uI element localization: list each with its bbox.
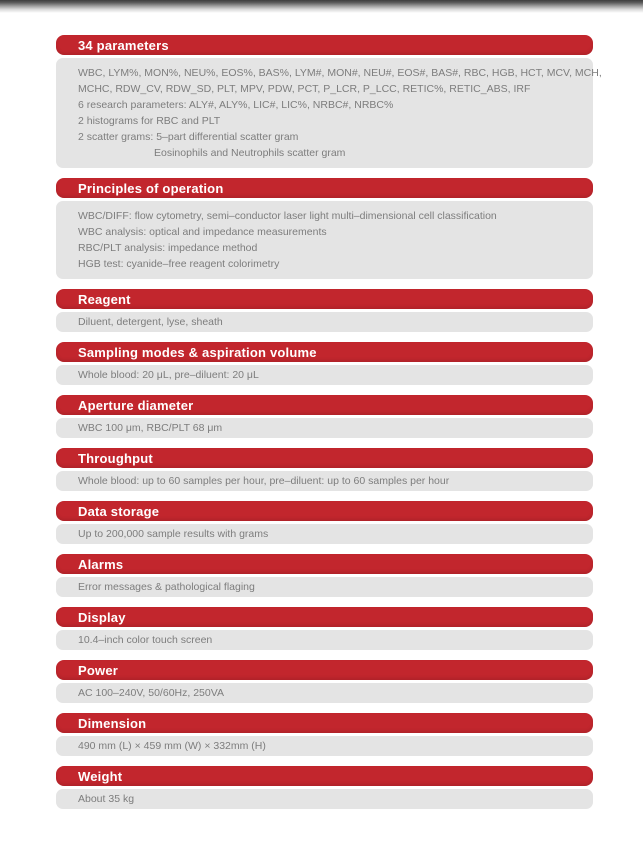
section-header [56, 607, 593, 627]
section-title: Reagent [78, 291, 131, 307]
section-parameters [56, 35, 602, 168]
spec-sheet [56, 35, 602, 809]
section-body [56, 683, 593, 703]
section-title: Throughput [78, 450, 153, 466]
section-display [56, 607, 593, 650]
spec-line: 6 research parameters: ALY#, ALY%, LIC#, LIC%, NRBC#, NRBC% [78, 99, 394, 111]
spec-line: 490 mm (L) × 459 mm (W) × 332mm (H) [78, 740, 266, 752]
section-title: Alarms [78, 556, 124, 572]
section-title: Aperture diameter [78, 397, 194, 413]
section-weight [56, 766, 593, 809]
section-body [56, 630, 593, 650]
spec-line: Error messages & pathological flaging [78, 581, 255, 593]
section-body [56, 201, 593, 279]
section-body [56, 577, 593, 597]
section-title: 34 parameters [78, 37, 169, 53]
section-body [56, 471, 593, 491]
section-sampling-modes [56, 342, 593, 385]
spec-line: 2 scatter grams: 5–part differential scatter gram [78, 131, 299, 143]
section-header [56, 713, 593, 733]
section-principles-of-operation [56, 178, 593, 279]
section-data-storage [56, 501, 593, 544]
spec-line: 10.4–inch color touch screen [78, 634, 213, 646]
spec-line: MCHC, RDW_CV, RDW_SD, PLT, MPV, PDW, PCT, P_LCR, P_LCC, RETIC%, RETIC_ABS, IRF [78, 83, 531, 95]
spec-line: AC 100–240V, 50/60Hz, 250VA [78, 687, 224, 699]
spec-line: Whole blood: up to 60 samples per hour, pre–diluent: up to 60 samples per hour [78, 475, 450, 487]
spec-line: RBC/PLT analysis: impedance method [78, 242, 258, 254]
spec-line: Whole blood: 20 μL, pre–diluent: 20 μL [78, 369, 259, 381]
section-dimension [56, 713, 593, 756]
section-title: Data storage [78, 503, 160, 519]
section-header [56, 289, 593, 309]
section-body [56, 524, 593, 544]
section-body [56, 789, 593, 809]
section-body [56, 312, 593, 332]
section-body [56, 58, 602, 168]
section-title: Sampling modes & aspiration volume [78, 344, 317, 360]
spec-line: WBC/DIFF: flow cytometry, semi–conductor laser light multi–dimensional cell classification [78, 210, 497, 222]
section-body [56, 418, 593, 438]
top-gradient-bar [0, 0, 643, 13]
section-header [56, 35, 593, 55]
section-reagent [56, 289, 593, 332]
section-body [56, 736, 593, 756]
spec-line: Diluent, detergent, lyse, sheath [78, 316, 223, 328]
spec-line: About 35 kg [78, 793, 135, 805]
section-title: Display [78, 609, 126, 625]
section-header [56, 342, 593, 362]
section-title: Power [78, 662, 119, 678]
section-alarms [56, 554, 593, 597]
section-header [56, 178, 593, 198]
section-title: Principles of operation [78, 180, 224, 196]
spec-line: WBC analysis: optical and impedance measurements [78, 226, 327, 238]
spec-line: WBC 100 μm, RBC/PLT 68 μm [78, 422, 223, 434]
spec-line: WBC, LYM%, MON%, NEU%, EOS%, BAS%, LYM#, MON#, NEU#, EOS#, BAS#, RBC, HGB, HCT, MCV, MCH, [78, 67, 602, 79]
section-aperture-diameter [56, 395, 593, 438]
section-header [56, 660, 593, 680]
section-header [56, 395, 593, 415]
section-throughput [56, 448, 593, 491]
section-title: Weight [78, 768, 123, 784]
spec-line: 2 histograms for RBC and PLT [78, 115, 221, 127]
section-header [56, 554, 593, 574]
spec-line: Up to 200,000 sample results with grams [78, 528, 269, 540]
section-title: Dimension [78, 715, 147, 731]
section-power [56, 660, 593, 703]
spec-line: Eosinophils and Neutrophils scatter gram [154, 147, 346, 159]
section-header [56, 501, 593, 521]
spec-line: HGB test: cyanide–free reagent colorimetry [78, 258, 280, 270]
section-header [56, 766, 593, 786]
section-header [56, 448, 593, 468]
section-body [56, 365, 593, 385]
